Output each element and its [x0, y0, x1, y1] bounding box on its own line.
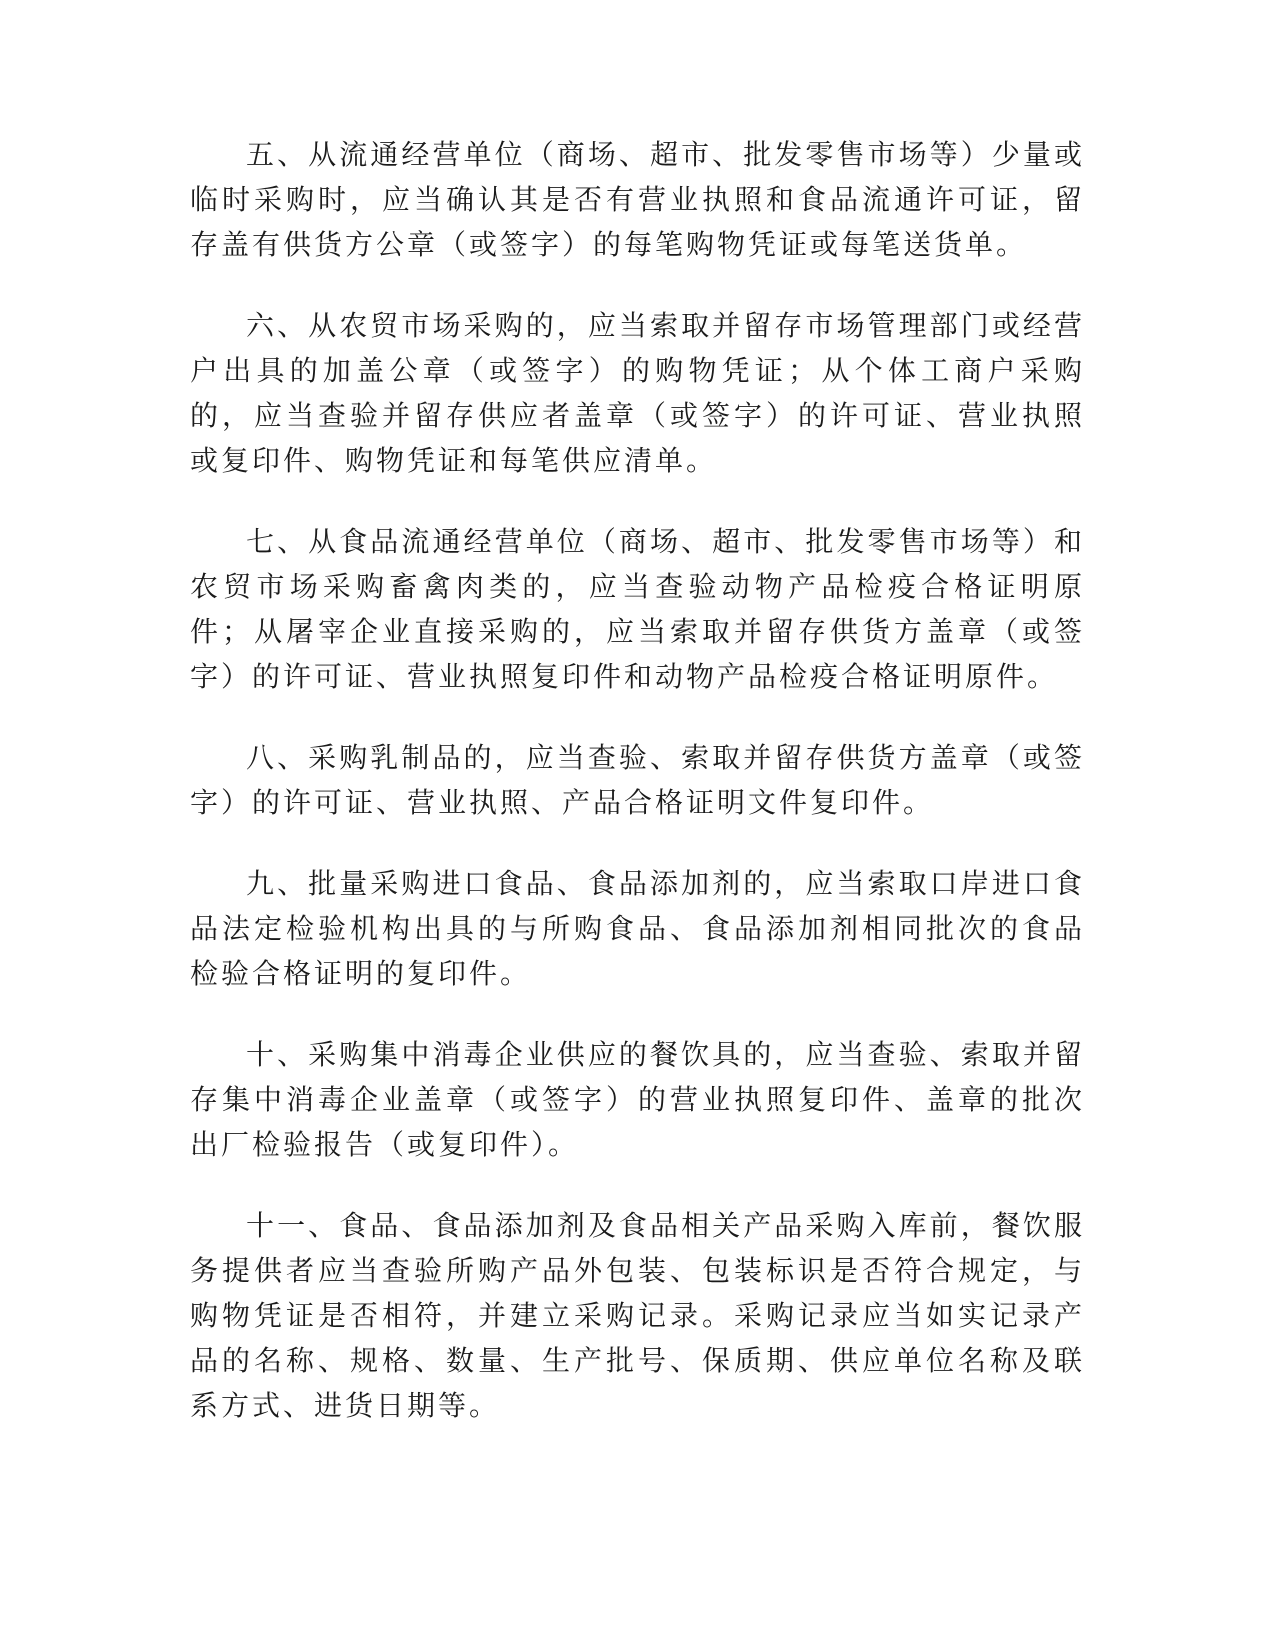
- paragraph-5: 五、从流通经营单位（商场、超市、批发零售市场等）少量或临时采购时，应当确认其是否有营业执照和食品流通许可证，留存盖有供货方公章（或签字）的每笔购物凭证或每笔送货单。: [190, 138, 1085, 261]
- paragraph-10: 十、采购集中消毒企业供应的餐饮具的，应当查验、索取并留存集中消毒企业盖章（或签字）的营业执照复印件、盖章的批次出厂检验报告（或复印件）。: [190, 1038, 1085, 1161]
- paragraph-11: 十一、食品、食品添加剂及食品相关产品采购入库前，餐饮服务提供者应当查验所购产品外包装、包装标识是否符合规定，与购物凭证是否相符，并建立采购记录。采购记录应当如实记录产品的名称、规格、数量、生产批号、保质期、供应单位名称及联系方式、进货日期等。: [190, 1209, 1085, 1422]
- paragraph-7: 七、从食品流通经营单位（商场、超市、批发零售市场等）和农贸市场采购畜禽肉类的，应当查验动物产品检疫合格证明原件；从屠宰企业直接采购的，应当索取并留存供货方盖章（或签字）的许可证、营业执照复印件和动物产品检疫合格证明原件。: [190, 525, 1085, 693]
- paragraph-9: 九、批量采购进口食品、食品添加剂的，应当索取口岸进口食品法定检验机构出具的与所购食品、食品添加剂相同批次的食品检验合格证明的复印件。: [190, 867, 1085, 990]
- paragraph-8: 八、采购乳制品的，应当查验、索取并留存供货方盖章（或签字）的许可证、营业执照、产品合格证明文件复印件。: [190, 741, 1085, 819]
- paragraph-6: 六、从农贸市场采购的，应当索取并留存市场管理部门或经营户出具的加盖公章（或签字）的购物凭证；从个体工商户采购的，应当查验并留存供应者盖章（或签字）的许可证、营业执照或复印件、购物凭证和每笔供应清单。: [190, 309, 1085, 477]
- document-body: [190, 132, 1085, 1464]
